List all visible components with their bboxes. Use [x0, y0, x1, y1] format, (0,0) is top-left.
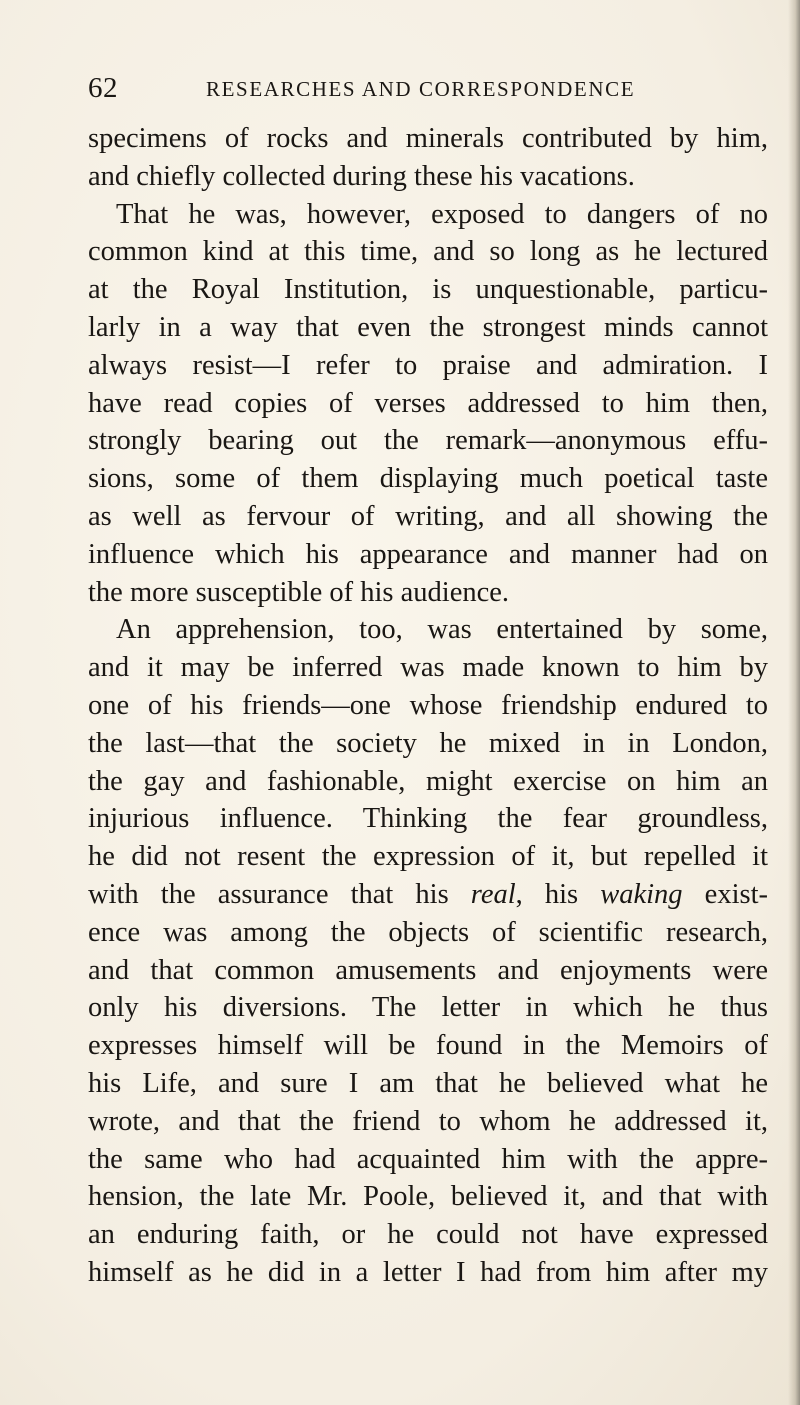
text-line: common kind at this time, and so long as he lectured: [88, 236, 768, 268]
text-fragment: exist-: [682, 878, 768, 910]
page-edge-shadow: [788, 0, 800, 1405]
text-line: an enduring faith, or he could not have expressed: [88, 1219, 768, 1251]
text-line: the last—that the society he mixed in in London,: [88, 727, 768, 759]
text-line: the same who had acquainted him with the appre-: [88, 1143, 768, 1175]
running-head: RESEARCHES AND CORRESPONDENCE: [206, 77, 636, 101]
text-line: as well as fervour of writing, and all showing the: [88, 500, 768, 532]
text-line: his Life, and sure I am that he believed what he: [88, 1067, 768, 1099]
page-number: 62: [88, 72, 118, 104]
text-line: the gay and fashionable, might exercise on him an: [88, 765, 768, 797]
text-line: influence which his appearance and manner had on: [88, 538, 768, 570]
text-line: always resist—I refer to praise and admiration. I: [88, 349, 768, 381]
text-line: the more susceptible of his audience.: [88, 576, 510, 608]
text-line: injurious influence. Thinking the fear groundless,: [88, 803, 768, 835]
text-line: An apprehension, too, was entertained by some,: [116, 614, 768, 646]
text-line: hension, the late Mr. Poole, believed it, and that with: [88, 1181, 768, 1213]
text-line: and chiefly collected during these his vacations.: [88, 160, 635, 192]
text-line: specimens of rocks and minerals contributed by him,: [88, 123, 768, 154]
text-line: That he was, however, exposed to dangers of no: [116, 198, 768, 230]
text-line: strongly bearing out the remark—anonymous effu-: [88, 425, 768, 457]
text-line: larly in a way that even the strongest minds cannot: [88, 311, 768, 343]
text-line: and it may be inferred was made known to him by: [88, 652, 768, 684]
text-fragment: , his: [515, 878, 601, 910]
italic-word: real: [470, 878, 516, 910]
text-line: [88, 876, 768, 914]
text-line: wrote, and that the friend to whom he addressed it,: [88, 1105, 768, 1137]
text-line: sions, some of them displaying much poetical taste: [88, 463, 768, 495]
text-line: one of his friends—one whose friendship endured to: [88, 689, 768, 721]
text-line: only his diversions. The letter in which he thus: [88, 992, 768, 1024]
text-line: himself as he did in a letter I had from him after my: [88, 1256, 768, 1288]
body-text: [88, 120, 768, 1292]
italic-word: waking: [600, 878, 683, 910]
text-line: and that common amusements and enjoyments were: [88, 954, 768, 986]
text-line: he did not resent the expression of it, but repelled it: [88, 841, 768, 873]
text-line: at the Royal Institution, is unquestionable, particu-: [88, 274, 768, 306]
text-fragment: with the assurance that his: [88, 878, 471, 910]
text-line: have read copies of verses addressed to him then,: [88, 387, 768, 419]
text-line: expresses himself will be found in the Memoirs of: [88, 1030, 768, 1062]
page-header: [88, 72, 768, 112]
text-line: ence was among the objects of scientific research,: [88, 916, 768, 948]
